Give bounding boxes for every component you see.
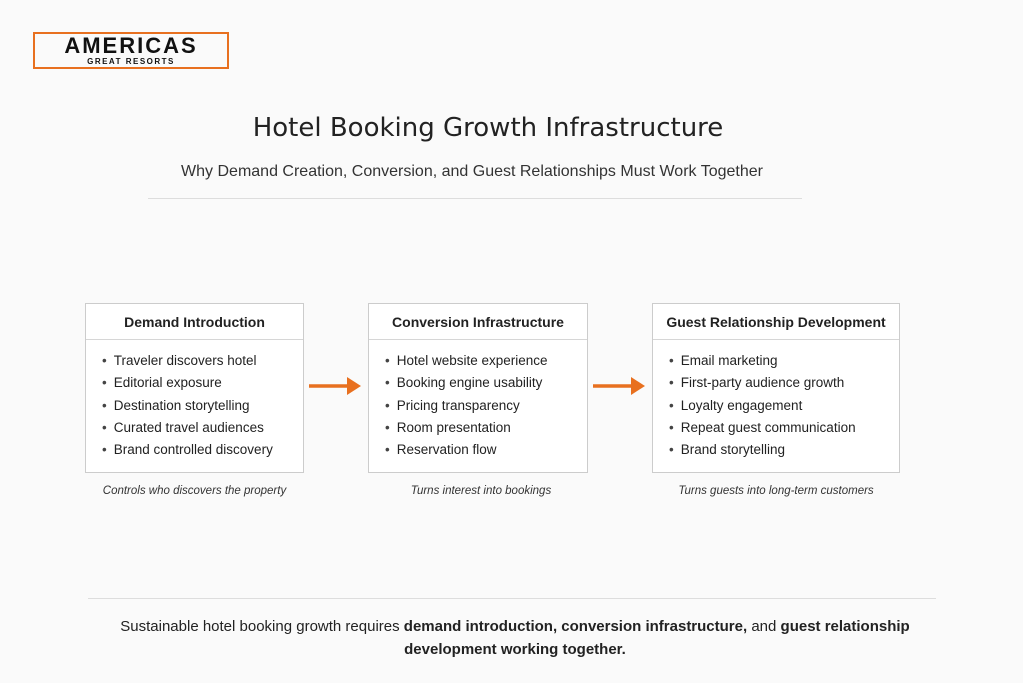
stage-caption: Controls who discovers the property: [102, 485, 287, 497]
list-item: • Curated travel audiences: [102, 417, 303, 439]
logo-tagline: GREAT RESORTS: [87, 57, 175, 66]
list-item: • Booking engine usability: [385, 372, 587, 394]
list-item: • First-party audience growth: [669, 372, 899, 394]
divider: [88, 598, 936, 599]
logo-main-text: AMERICAS: [64, 33, 198, 58]
stage-title: Guest Relationship Development: [653, 304, 899, 340]
arrow-right-icon: [309, 377, 361, 395]
page-title: Hotel Booking Growth Infrastructure: [252, 113, 724, 143]
list-item: • Brand storytelling: [669, 439, 899, 461]
stage-caption: Turns guests into long-term customers: [678, 485, 874, 497]
stage-title: Conversion Infrastructure: [369, 304, 587, 340]
logo: [33, 32, 229, 69]
list-item: • Editorial exposure: [102, 372, 303, 394]
list-item: • Pricing transparency: [385, 395, 587, 417]
list-item: • Email marketing: [669, 350, 899, 372]
list-item: • Destination storytelling: [102, 395, 303, 417]
subtitle: Why Demand Creation, Conversion, and Guest Relationships Must Work Together: [181, 163, 763, 180]
list-item: • Hotel website experience: [385, 350, 587, 372]
list-item: • Repeat guest communication: [669, 417, 899, 439]
divider: [148, 198, 802, 199]
list-item: • Brand controlled discovery: [102, 439, 303, 461]
stage-demand-introduction: [85, 303, 304, 473]
stage-title: Demand Introduction: [86, 304, 303, 340]
summary-text: Sustainable hotel booking growth requires demand introduction, conversion infrastructure, and guest relationship development working together.: [120, 618, 910, 658]
arrow-right-icon: [593, 377, 645, 395]
stage-conversion-infrastructure: [368, 303, 588, 473]
list-item: • Reservation flow: [385, 439, 587, 461]
list-item: • Room presentation: [385, 417, 587, 439]
list-item: • Loyalty engagement: [669, 395, 899, 417]
stage-guest-relationship: [652, 303, 900, 473]
stage-caption: Turns interest into bookings: [410, 485, 552, 497]
list-item: • Traveler discovers hotel: [102, 350, 303, 372]
